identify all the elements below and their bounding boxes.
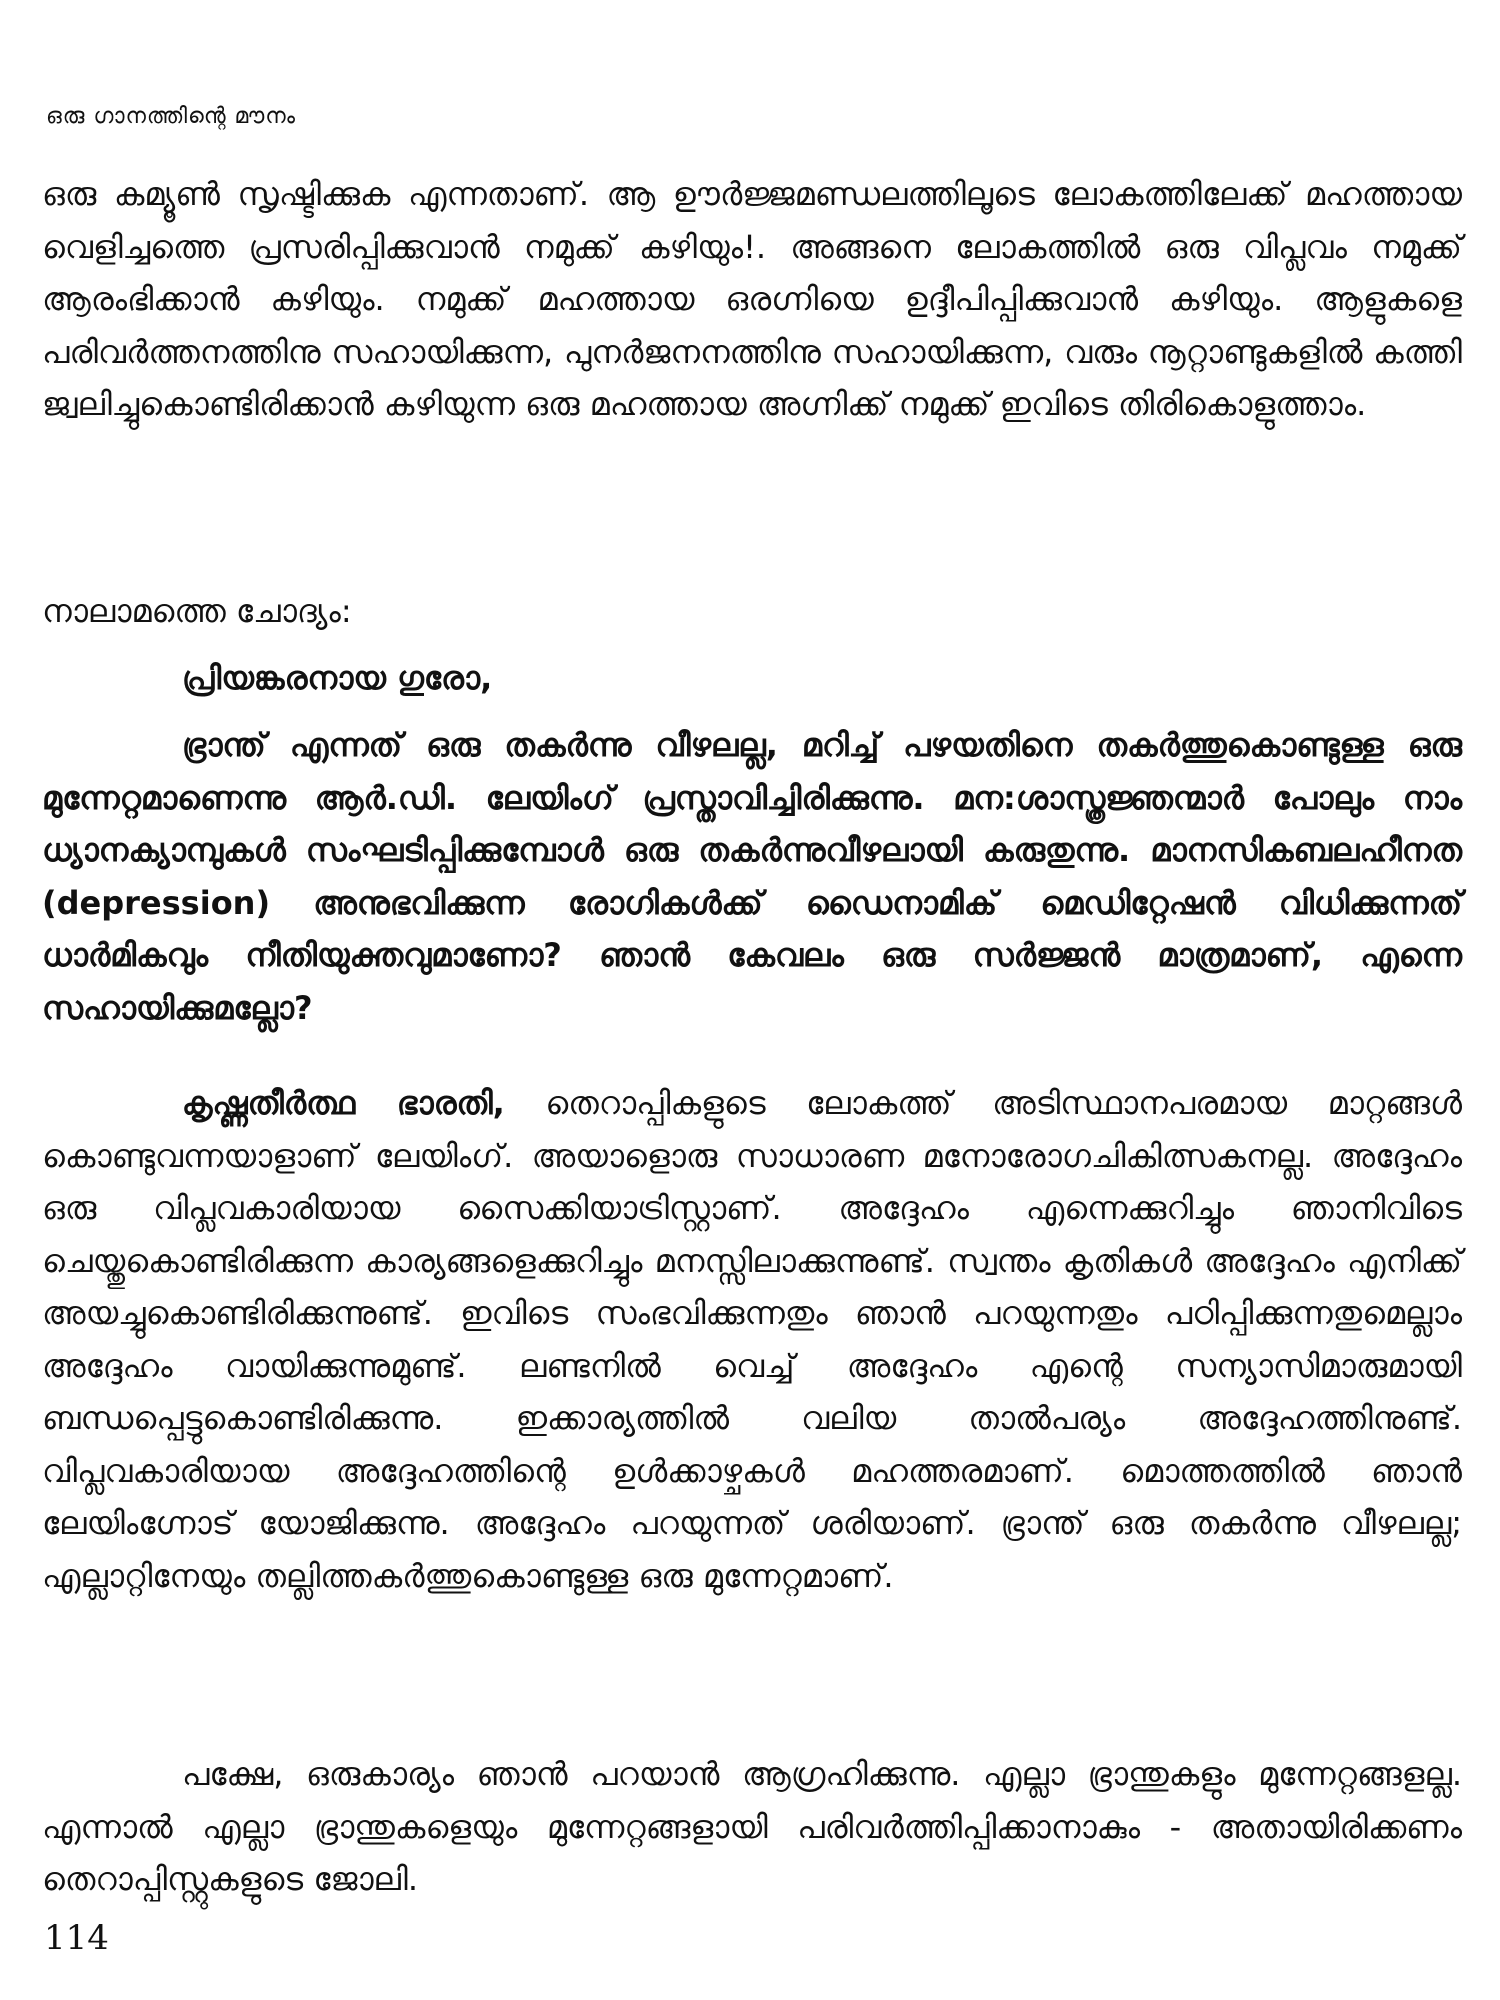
answer-paragraph-2: പക്ഷേ, ഒരുകാര്യം ഞാൻ പറയാൻ ആഗ്രഹിക്കുന്നു. എല്ലാ ഭ്രാന്തുകളും മുന്നേറ്റങ്ങളല്ല. എന്നാൽ എല്ലാ ഭ്രാന്തുകളെയും മുന്നേറ്റങ്ങളായി പരിവർത്തിപ്പിക്കാനാകും - അതായിരിക്കണം തെറാപ്പിസ്റ്റുകളുടെ ജോലി. — [42, 1755, 1462, 1898]
answer-paragraph-1-text: തെറാപ്പികളുടെ ലോകത്ത് അടിസ്ഥാനപരമായ മാറ്റങ്ങൾ കൊണ്ടുവന്നയാളാണ് ലേയിംഗ്. അയാളൊരു സാധാരണ മനോരോഗചികിത്സകനല്ല. അദ്ദേഹം ഒരു വിപ്ലവകാരിയായ സൈക്കിയാട്രിസ്റ്റാണ്. അദ്ദേഹം എന്നെക്കുറിച്ചും ഞാനിവിടെ ചെയ്തുകൊണ്ടിരിക്കുന്ന കാര്യങ്ങളെക്കുറിച്ചും മനസ്സിലാക്കുന്നുണ്ട്. സ്വന്തം കൃതികൾ അദ്ദേഹം എനിക്ക് അയച്ചുകൊണ്ടിരിക്കുന്നുണ്ട്. ഇവിടെ സംഭവിക്കുന്നതും ഞാൻ പറയുന്നതും പഠിപ്പിക്കുന്നതുമെല്ലാം അദ്ദേഹം വായിക്കുന്നുമുണ്ട്. ലണ്ടനിൽ വെച്ച് അദ്ദേഹം എന്റെ സന്യാസിമാരുമായി ബന്ധപ്പെട്ടുകൊണ്ടിരിക്കുന്നു. ഇക്കാര്യത്തിൽ വലിയ താൽപര്യം അദ്ദേഹത്തിനുണ്ട്. വിപ്ലവകാരിയായ അദ്ദേഹത്തിന്റെ ഉൾക്കാഴ്ചകൾ മഹത്തരമാണ്. മൊത്തത്തിൽ ഞാൻ ലേയിംഗ്നോട് യോജിക്കുന്നു. അദ്ദേഹം പറയുന്നത് ശരിയാണ്. ഭ്രാന്ത് ഒരു തകർന്നു വീഴലല്ല; എല്ലാറ്റിനേയും തല്ലിത്തകർത്തുകൊണ്ടുള്ള ഒരു മുന്നേറ്റമാണ്. — [42, 1084, 1462, 1595]
page-number: 114 — [44, 1918, 109, 1958]
salutation: പ്രിയങ്കരനായ ഗുരോ, — [182, 659, 493, 697]
answer-speaker: കൃഷ്ണതീർത്ഥ ഭാരതി, — [182, 1084, 505, 1122]
question-heading: നാലാമത്തെ ചോദ്യം: — [42, 592, 352, 630]
question-body: ഭ്രാന്ത് എന്നത് ഒരു തകർന്നു വീഴലല്ല, മറിച്ച് പഴയതിനെ തകർത്തുകൊണ്ടുള്ള ഒരു മുന്നേറ്റമാണെന്നു ആർ.ഡി. ലേയിംഗ് പ്രസ്താവിച്ചിരിക്കുന്നു. മന:ശാസ്ത്രജ്ഞന്മാർ പോലും നാം ധ്യാനക്യാമ്പുകൾ സംഘടിപ്പിക്കുമ്പോൾ ഒരു തകർന്നുവീഴലായി കരുതുന്നു. മാനസികബലഹീനത (depression) അനുഭവിക്കുന്ന രോഗികൾക്ക് ഡൈനാമിക് മെഡിറ്റേഷൻ വിധിക്കുന്നത് ധാർമികവും നീതിയുക്തവുമാണോ? ഞാൻ കേവലം ഒരു സർജ്ജൻ മാത്രമാണ്, എന്നെ സഹായിക്കുമല്ലോ? — [42, 726, 1462, 1027]
answer-paragraph-1 — [42, 1077, 1462, 1602]
running-header: ഒരു ഗാനത്തിന്റെ മൗനം — [46, 104, 296, 129]
intro-paragraph: ഒരു കമ്യൂൺ സൃഷ്ടിക്കുക എന്നതാണ്. ആ ഊർജ്ജമണ്ഡലത്തിലൂടെ ലോകത്തിലേക്ക് മഹത്തായ വെളിച്ചത്തെ പ്രസരിപ്പിക്കുവാൻ നമുക്ക് കഴിയും!. അങ്ങനെ ലോകത്തിൽ ഒരു വിപ്ലവം നമുക്ക് ആരംഭിക്കാൻ കഴിയും. നമുക്ക് മഹത്തായ ഒരഗ്നിയെ ഉദ്ദീപിപ്പിക്കുവാൻ കഴിയും. ആളുകളെ പരിവർത്തനത്തിനു സഹായിക്കുന്ന, പുനർജനനത്തിനു സഹായിക്കുന്ന, വരും നൂറ്റാണ്ടുകളിൽ കത്തി ജ്വലിച്ചുകൊണ്ടിരിക്കാൻ കഴിയുന്ന ഒരു മഹത്തായ അഗ്നിക്ക് നമുക്ക് ഇവിടെ തിരികൊളുത്താം. — [42, 175, 1462, 423]
